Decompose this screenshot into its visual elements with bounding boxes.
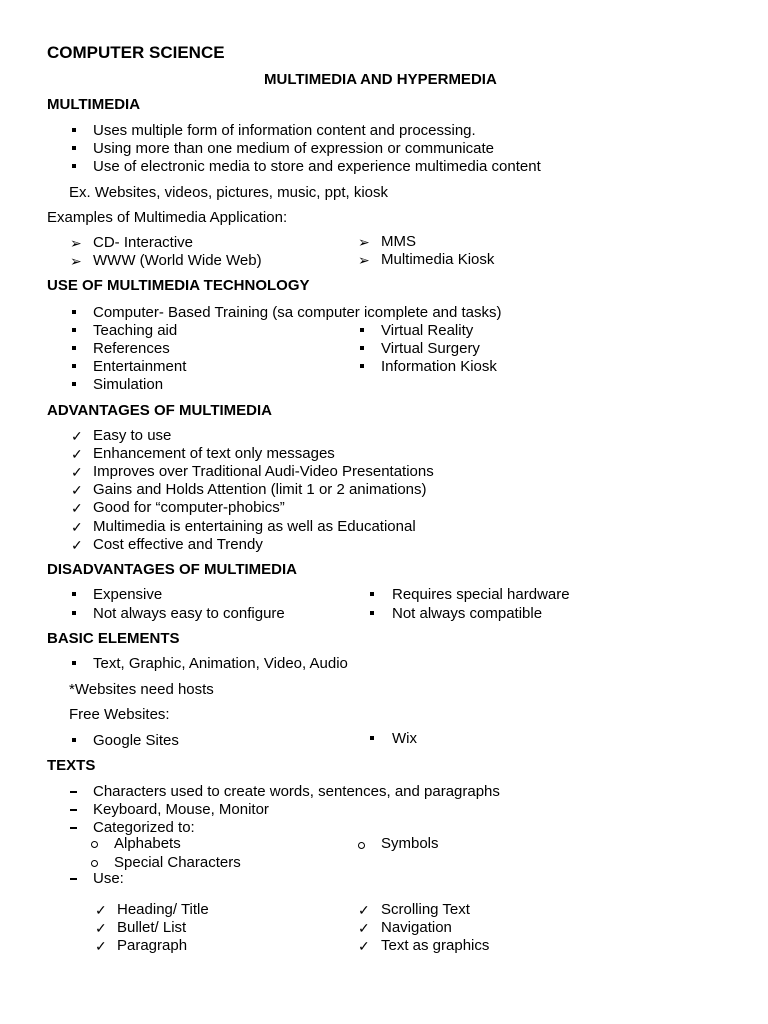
bullet-square [72, 382, 76, 386]
bullet-square [72, 310, 76, 314]
section-heading-advantages: ADVANTAGES OF MULTIMEDIA [47, 402, 272, 419]
arrow-bullet-icon: ➢ [358, 234, 370, 250]
circle-bullet [358, 842, 365, 849]
list-item: Google Sites [93, 732, 179, 749]
list-item: Special Characters [114, 854, 241, 871]
section-heading-multimedia: MULTIMEDIA [47, 96, 141, 113]
list-item: Improves over Traditional Audi-Video Presentations [93, 463, 434, 480]
list-item: Uses multiple form of information content and processing. [93, 122, 476, 139]
bullet-square [72, 164, 76, 168]
check-icon: ✓ [71, 464, 83, 480]
check-icon: ✓ [71, 537, 83, 553]
dash-bullet [70, 878, 77, 880]
list-item: Wix [392, 730, 417, 747]
check-icon: ✓ [95, 938, 107, 954]
list-item: Multimedia is entertaining as well as Educational [93, 518, 416, 535]
list-item: Multimedia Kiosk [381, 251, 495, 268]
list-item: Virtual Surgery [381, 340, 480, 357]
check-icon: ✓ [71, 500, 83, 516]
section-heading-basic-elements: BASIC ELEMENTS [47, 630, 180, 647]
arrow-bullet-icon: ➢ [70, 253, 82, 269]
list-item: Keyboard, Mouse, Monitor [93, 801, 269, 818]
list-item: Expensive [93, 586, 163, 603]
list-item: Entertainment [93, 358, 187, 375]
list-item: WWW (World Wide Web) [93, 252, 262, 269]
bullet-square [72, 128, 76, 132]
list-item: Text, Graphic, Animation, Video, Audio [93, 655, 348, 672]
list-item: Using more than one medium of expression or communicate [93, 140, 495, 157]
list-item: Not always easy to configure [93, 605, 285, 622]
check-icon: ✓ [358, 938, 370, 954]
check-icon: ✓ [71, 519, 83, 535]
page-title: COMPUTER SCIENCE [47, 43, 225, 62]
check-icon: ✓ [71, 482, 83, 498]
list-item: Information Kiosk [381, 358, 497, 375]
bullet-square [72, 738, 76, 742]
use-label: Use: [93, 870, 124, 887]
list-item: Paragraph [117, 937, 188, 954]
list-item: Categorized to: [93, 819, 195, 836]
list-item: Use of electronic media to store and experience multimedia content [93, 158, 541, 175]
check-icon: ✓ [71, 446, 83, 462]
app-heading: Examples of Multimedia Application: [47, 209, 288, 226]
arrow-bullet-icon: ➢ [358, 252, 370, 268]
list-item: Navigation [381, 919, 452, 936]
list-item: Simulation [93, 376, 164, 393]
bullet-square [72, 328, 76, 332]
bullet-square [360, 364, 364, 368]
circle-bullet [91, 841, 98, 848]
list-item: Bullet/ List [117, 919, 187, 936]
list-item: Heading/ Title [117, 901, 209, 918]
bullet-square [360, 346, 364, 350]
list-item: Enhancement of text only messages [93, 445, 335, 462]
check-icon: ✓ [95, 902, 107, 918]
dash-bullet [70, 827, 77, 829]
list-item: Computer- Based Training (sa computer icomplete and tasks) [93, 304, 502, 321]
bullet-square [370, 592, 374, 596]
list-item: Gains and Holds Attention (limit 1 or 2 animations) [93, 481, 427, 498]
section-heading-texts: TEXTS [47, 757, 96, 774]
bullet-square [72, 146, 76, 150]
list-item: Easy to use [93, 427, 172, 444]
list-item: Requires special hardware [392, 586, 570, 603]
check-icon: ✓ [95, 920, 107, 936]
check-icon: ✓ [71, 428, 83, 444]
list-item: Characters used to create words, sentences, and paragraphs [93, 783, 500, 800]
list-item: Cost effective and Trendy [93, 536, 263, 553]
bullet-square [360, 328, 364, 332]
bullet-square [72, 592, 76, 596]
list-item: Alphabets [114, 835, 181, 852]
bullet-square [72, 364, 76, 368]
bullet-square [72, 661, 76, 665]
bullet-square [370, 611, 374, 615]
page-subtitle: MULTIMEDIA AND HYPERMEDIA [264, 71, 497, 88]
circle-bullet [91, 860, 98, 867]
check-icon: ✓ [358, 902, 370, 918]
list-item: References [93, 340, 170, 357]
section-heading-use-technology: USE OF MULTIMEDIA TECHNOLOGY [47, 277, 310, 294]
list-item: Scrolling Text [381, 901, 470, 918]
list-item: Teaching aid [93, 322, 178, 339]
free-websites-label: Free Websites: [69, 706, 170, 723]
list-item: Symbols [381, 835, 439, 852]
list-item: CD- Interactive [93, 234, 194, 251]
list-item: Virtual Reality [381, 322, 474, 339]
list-item: Good for “computer-phobics” [93, 499, 285, 516]
note-text: *Websites need hosts [69, 681, 214, 698]
check-icon: ✓ [358, 920, 370, 936]
dash-bullet [70, 809, 77, 811]
dash-bullet [70, 791, 77, 793]
section-heading-disadvantages: DISADVANTAGES OF MULTIMEDIA [47, 561, 297, 578]
list-item: MMS [381, 233, 416, 250]
bullet-square [370, 736, 374, 740]
list-item: Text as graphics [381, 937, 490, 954]
list-item: Not always compatible [392, 605, 543, 622]
arrow-bullet-icon: ➢ [70, 235, 82, 251]
bullet-square [72, 611, 76, 615]
example-line: Ex. Websites, videos, pictures, music, ppt, kiosk [69, 184, 389, 201]
bullet-square [72, 346, 76, 350]
